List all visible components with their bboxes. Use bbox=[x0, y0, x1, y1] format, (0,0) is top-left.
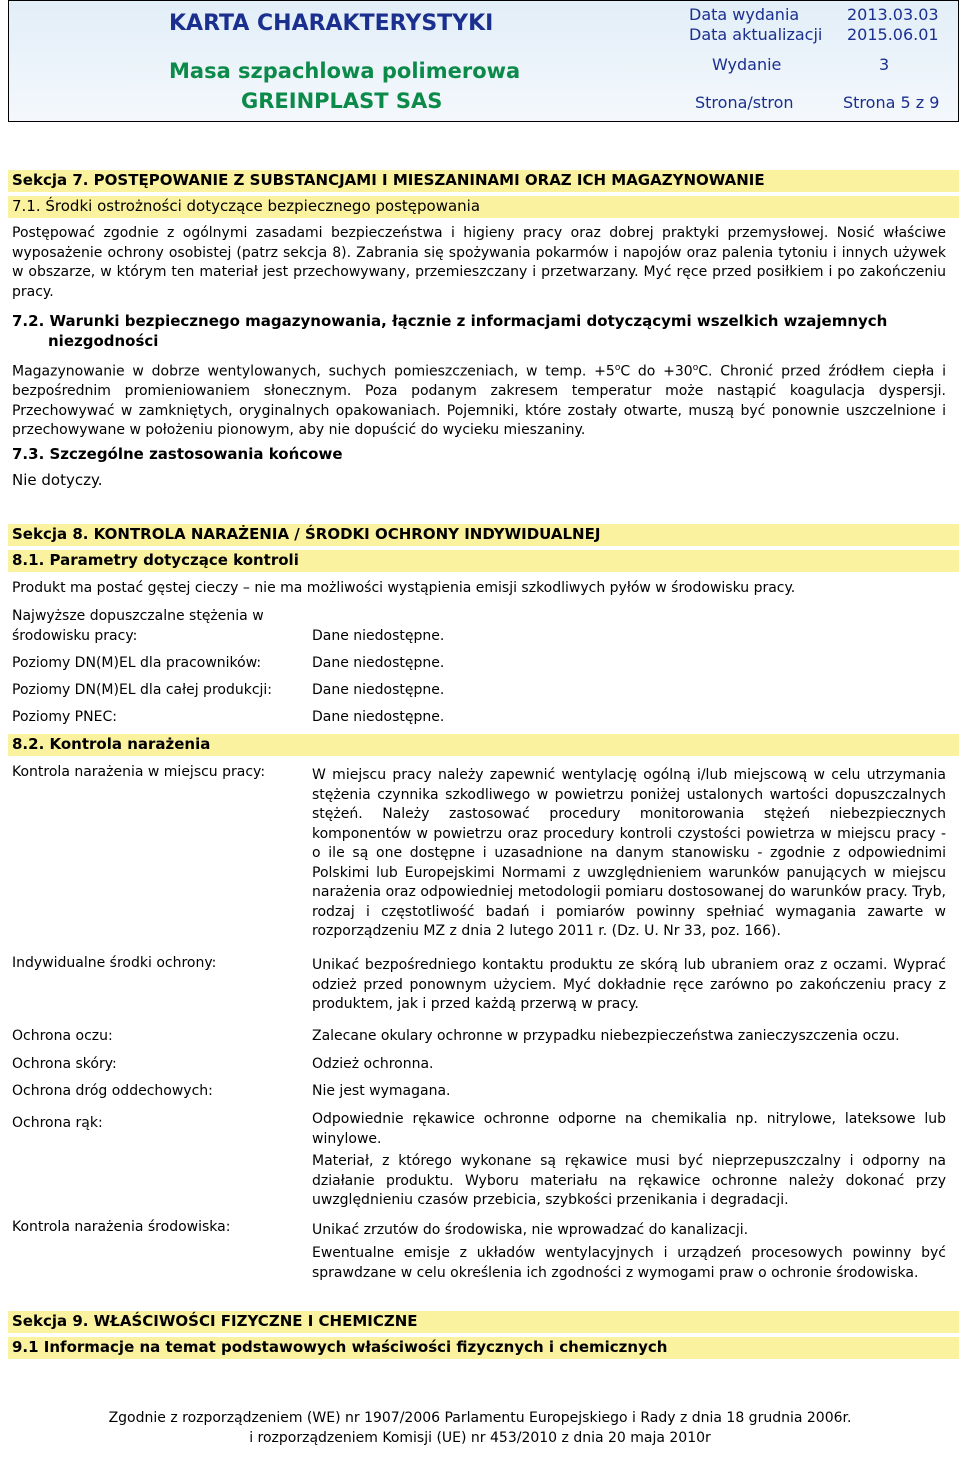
hand-protection-label: Ochrona rąk: bbox=[12, 1115, 103, 1131]
section-8-1-text: Produkt ma postać gęstej cieczy – nie ma możliwości wystąpienia emisji szkodliwych pyłów w środowisku pracy. bbox=[12, 580, 796, 596]
limit-value-dnel-production: Dane niedostępne. bbox=[312, 682, 445, 698]
section-7-1-text: Postępować zgodnie z ogólnymi zasadami bezpieczeństwa i higieny pracy oraz dobrej praktyki przemysłowej. Nosić właściwe wyposażenie ochrony osobistej (patrz sekcja 8). Zabrania się spożywania pokarmów i napojów oraz palenia tytoniu i innych używek w obszarze, w którym ten materiał jest przechowywany, przemieszczany i przetwarzany. Myć ręce przed posiłkiem i po zakończeniu pracy. bbox=[12, 225, 946, 300]
section-7-1-heading: 7.1. Środki ostrożności dotyczące bezpiecznego postępowania bbox=[12, 197, 481, 215]
section-8-1-heading: 8.1. Parametry dotyczące kontroli bbox=[12, 551, 299, 569]
footer-regulation-line2: i rozporządzeniem Komisji (UE) nr 453/2010 z dnia 20 maja 2010r bbox=[249, 1430, 711, 1446]
section-7-2-heading-line2: niezgodności bbox=[48, 332, 159, 350]
section-8-heading: Sekcja 8. KONTROLA NARAŻENIA / ŚRODKI OCHRONY INDYWIDUALNEJ bbox=[12, 525, 601, 543]
hand-protection-text-2: Materiał, z którego wykonane są rękawice musi być nieprzepuszczalny i odporny na działanie produktu. Wyboru materiału na rękawice ochronne należy dokonać przy uwzględnieniu czasów przebicia, szybkości przenikania i degradacji. bbox=[312, 1153, 946, 1208]
limit-value-pnec: Dane niedostępne. bbox=[312, 709, 445, 725]
section-7-heading: Sekcja 7. POSTĘPOWANIE Z SUBSTANCJAMI I MIESZANINAMI ORAZ ICH MAGAZYNOWANIE bbox=[12, 171, 765, 189]
respiratory-protection-label: Ochrona dróg oddechowych: bbox=[12, 1083, 213, 1099]
limit-value-dnel-workers: Dane niedostępne. bbox=[312, 655, 445, 671]
limit-label-nds: Najwyższe dopuszczalne stężenia w środowisku pracy: bbox=[12, 608, 264, 644]
company-name: GREINPLAST SAS bbox=[241, 89, 443, 113]
eye-protection-text: Zalecane okulary ochronne w przypadku niebezpieczeństwa zanieczyszczenia oczu. bbox=[312, 1028, 900, 1044]
hand-protection-text-1: Odpowiednie rękawice ochronne odporne na chemikalia np. nitrylowe, lateksowe lub winylowe. bbox=[312, 1111, 946, 1147]
workplace-control-text: W miejscu pracy należy zapewnić wentylację ogólną i/lub miejscową w celu utrzymania stężenia czynnika szkodliwego w powietrzu poniżej ustalonych wartości dopuszczalnych stężeń. Należy zastosować procedury monitorowania stężeń niebezpiecznych komponentów w powietrzu oraz procedury kontroli czystości powietrza w miejscu pracy - o ile są one dostępne i uzasadnione na danym stanowisku - zgodnie z odpowiednimi Polskimi lub Europejskimi Normami z uwzględnieniem warunków panujących w miejscu narażenia oraz odpowiedniej metodologii pomiaru dostosowanej do warunków pracy. Tryb, rodzaj i częstotliwość badań i pomiarów powinny spełniać wymagania zawarte w rozporządzeniu MZ z dnia 2 lutego 2011 r. (Dz. U. Nr 33, poz. 166). bbox=[312, 767, 946, 939]
issue-date: 2013.03.03 bbox=[847, 5, 939, 24]
product-name: Masa szpachlowa polimerowa bbox=[169, 59, 521, 83]
environment-control-text-1: Unikać zrzutów do środowiska, nie wprowadzać do kanalizacji. bbox=[312, 1222, 749, 1238]
personal-protection-text: Unikać bezpośredniego kontaktu produktu ze skórą lub ubraniem oraz z oczami. Wyprać odzież przed ponownym użyciem. Myć dokładnie ręce zarówno po zakończeniu pracy z produktem, jak i przed każdą przerwą w pracy. bbox=[312, 957, 946, 1012]
respiratory-protection-text: Nie jest wymagana. bbox=[312, 1083, 451, 1099]
personal-protection-label: Indywidualne środki ochrony: bbox=[12, 955, 217, 971]
environment-control-label: Kontrola narażenia środowiska: bbox=[12, 1219, 231, 1235]
environment-control-text-2: Ewentualne emisje z układów wentylacyjnych i urządzeń procesowych powinny być sprawdzane w celu określenia ich zgodności z wymogami praw o ochronie środowiska. bbox=[312, 1245, 946, 1281]
document-header bbox=[8, 0, 959, 122]
limit-value-nds: Dane niedostępne. bbox=[312, 628, 445, 644]
eye-protection-label: Ochrona oczu: bbox=[12, 1028, 113, 1044]
footer-regulation-line1: Zgodnie z rozporządzeniem (WE) nr 1907/2006 Parlamentu Europejskiego i Rady z dnia 18 grudnia 2006r. bbox=[108, 1410, 852, 1426]
workplace-control-label: Kontrola narażenia w miejscu pracy: bbox=[12, 764, 266, 780]
section-8-2-heading: 8.2. Kontrola narażenia bbox=[12, 735, 211, 753]
limit-label-dnel-production: Poziomy DN(M)EL dla całej produkcji: bbox=[12, 682, 273, 698]
page-label: Strona/stron bbox=[695, 93, 794, 112]
edition-number: 3 bbox=[879, 55, 890, 74]
update-date-label: Data aktualizacji bbox=[689, 25, 823, 44]
edition-label: Wydanie bbox=[712, 55, 782, 74]
section-7-3-heading: 7.3. Szczególne zastosowania końcowe bbox=[12, 445, 343, 463]
skin-protection-label: Ochrona skóry: bbox=[12, 1056, 117, 1072]
limit-label-dnel-workers: Poziomy DN(M)EL dla pracowników: bbox=[12, 655, 262, 671]
document-title: KARTA CHARAKTERYSTYKI bbox=[169, 11, 494, 36]
skin-protection-text: Odzież ochronna. bbox=[312, 1056, 434, 1072]
section-9-heading: Sekcja 9. WŁAŚCIWOŚCI FIZYCZNE I CHEMICZNE bbox=[12, 1312, 418, 1330]
section-7-2-text: Magazynowanie w dobrze wentylowanych, suchych pomieszczeniach, w temp. $+5^oC$ do $+30^oC$. Chronić przed źródłem ciepła i bezpośrednim promieniowaniem słonecznym. Poza podanym zakresem temperatur może nastąpić koagulacja dyspersji. Przechowywać w zamkniętych, oryginalnych opakowaniach. Pojemniki, które zostały otwarte, muszą być ponownie uszczelnione i przechowywane w położeniu pionowym, aby nie dopuścić do wycieku mieszaniny. bbox=[12, 363, 946, 439]
section-7-3-text: Nie dotyczy. bbox=[12, 471, 103, 489]
issue-date-label: Data wydania bbox=[689, 5, 800, 24]
section-7-2-heading-line1: 7.2. Warunki bezpiecznego magazynowania, łącznie z informacjami dotyczącymi wszelkich wzajemnych bbox=[12, 312, 888, 330]
limit-label-pnec: Poziomy PNEC: bbox=[12, 709, 117, 725]
section-9-1-heading: 9.1 Informacje na temat podstawowych właściwości fizycznych i chemicznych bbox=[12, 1338, 668, 1356]
update-date: 2015.06.01 bbox=[847, 25, 939, 44]
page-number: Strona 5 z 9 bbox=[843, 93, 940, 112]
